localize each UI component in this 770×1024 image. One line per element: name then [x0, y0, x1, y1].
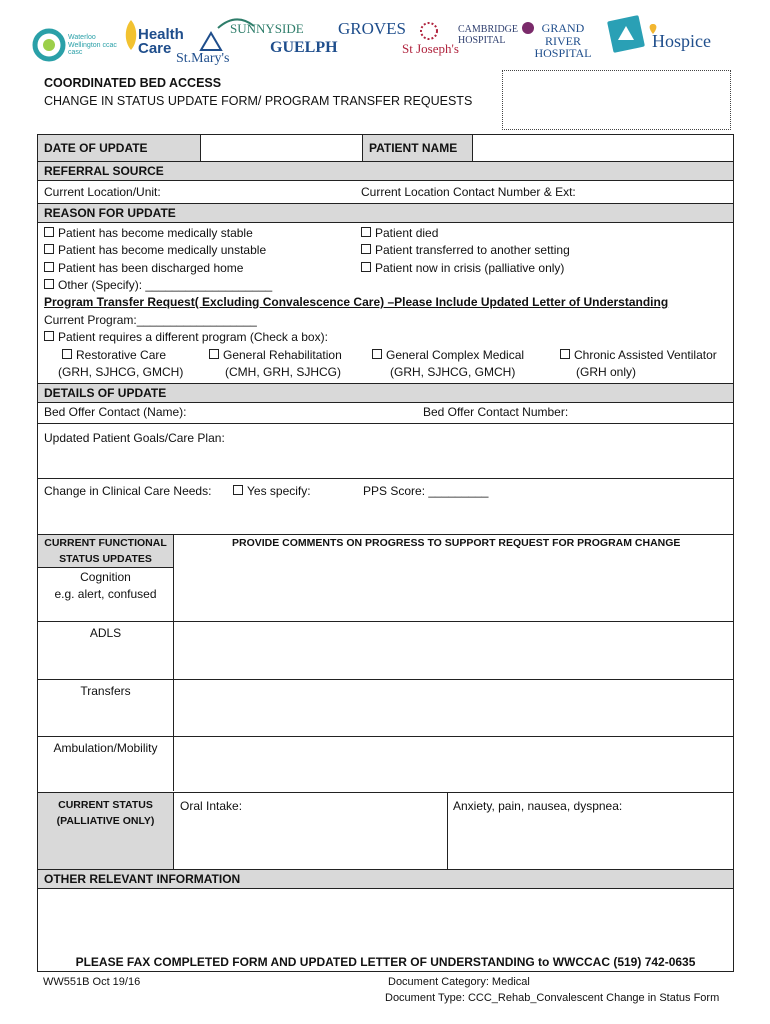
checkbox-icon[interactable] [44, 244, 54, 254]
checkbox-icon[interactable] [44, 279, 54, 289]
current-location-contact-label: Current Location Contact Number & Ext: [361, 185, 576, 199]
program-transfer-request-heading: Program Transfer Request( Excluding Convalescence Care) –Please Include Updated Letter of Understanding [44, 295, 669, 309]
transfers-label: Transfers [80, 684, 131, 698]
current-program-label: Current Program:__________________ [44, 313, 257, 327]
reason-for-update-heading: REASON FOR UPDATE [44, 206, 176, 220]
logo-text: CAMBRIDGE HOSPITAL [458, 24, 519, 46]
updated-goals-field[interactable] [38, 447, 733, 477]
current-status-line2: (PALLIATIVE ONLY) [56, 815, 155, 827]
reason-medically-unstable[interactable]: Patient has become medically unstable [44, 243, 266, 257]
date-of-update-field[interactable] [202, 136, 360, 160]
adls-comment-field[interactable] [175, 622, 733, 678]
reason-medically-stable[interactable]: Patient has become medically stable [44, 226, 253, 240]
status-update-form [37, 134, 734, 972]
fax-instructions: PLEASE FAX COMPLETED FORM AND UPDATED LETTER OF UNDERSTANDING to WWCCAC (519) 742-0635 [75, 955, 696, 969]
adls-label: ADLS [89, 626, 122, 640]
logo-text: GUELPH [270, 39, 338, 56]
patient-name-label: PATIENT NAME [369, 141, 458, 155]
checkbox-icon[interactable] [209, 349, 219, 359]
requires-different-program[interactable]: Patient requires a different program (Check a box): [44, 330, 328, 344]
other-relevant-info-heading: OTHER RELEVANT INFORMATION [44, 872, 241, 886]
program-chronic-assisted-ventilator[interactable]: Chronic Assisted Ventilator [560, 348, 717, 362]
current-location-label: Current Location/Unit: [44, 185, 161, 199]
functional-header-line2: STATUS UPDATES [59, 553, 152, 565]
program-general-rehabilitation[interactable]: General Rehabilitation [209, 348, 342, 362]
bed-offer-contact-label: Bed Offer Contact (Name): [44, 405, 187, 419]
form-code: WW551B Oct 19/16 [43, 976, 141, 988]
program-complex-medical-sites: (GRH, SJHCG, GMCH) [390, 365, 516, 379]
current-status-line1: CURRENT STATUS [58, 799, 153, 811]
other-info-field[interactable] [38, 889, 733, 951]
logo-text: St Joseph's [402, 41, 459, 56]
partner-logos-strip [30, 14, 742, 66]
comments-header: PROVIDE COMMENTS ON PROGRESS TO SUPPORT REQUEST FOR PROGRAM CHANGE [232, 537, 681, 549]
transfers-comment-field[interactable] [175, 680, 733, 735]
logo-text: GRAND RIVER HOSPITAL [534, 21, 592, 61]
logo-text: SUNNYSIDE [230, 21, 304, 36]
logo-text: GROVES [338, 19, 407, 38]
reason-transferred[interactable]: Patient transferred to another setting [361, 243, 570, 257]
patient-name-field[interactable] [474, 136, 732, 160]
checkbox-icon[interactable] [372, 349, 382, 359]
checkbox-icon[interactable] [44, 262, 54, 272]
form-subtitle: CHANGE IN STATUS UPDATE FORM/ PROGRAM TRANSFER REQUESTS [44, 94, 473, 108]
form-title: COORDINATED BED ACCESS [44, 76, 222, 90]
program-ventilator-sites: (GRH only) [576, 365, 637, 379]
checkbox-icon[interactable] [44, 331, 54, 341]
program-general-complex-medical[interactable]: General Complex Medical [372, 348, 524, 362]
reason-patient-died[interactable]: Patient died [361, 226, 438, 240]
cognition-comment-field[interactable] [175, 569, 733, 620]
patient-label-box[interactable] [502, 70, 731, 130]
date-of-update-label: DATE OF UPDATE [44, 141, 148, 155]
ambulation-comment-field[interactable] [175, 737, 733, 792]
document-type: Document Type: CCC_Rehab_Convalescent Change in Status Form [385, 992, 720, 1004]
updated-goals-label: Updated Patient Goals/Care Plan: [44, 431, 225, 445]
reason-crisis-palliative[interactable]: Patient now in crisis (palliative only) [361, 261, 564, 275]
checkbox-icon[interactable] [361, 262, 371, 272]
clinical-care-yes-specify[interactable]: Yes specify: [233, 484, 311, 498]
pps-score-label: PPS Score: _________ [363, 484, 489, 498]
clinical-care-change-label: Change in Clinical Care Needs: [44, 484, 212, 498]
checkbox-icon[interactable] [560, 349, 570, 359]
logo-text: Hospice [652, 31, 711, 51]
referral-source-heading: REFERRAL SOURCE [44, 164, 164, 178]
document-category: Document Category: Medical [388, 976, 530, 988]
ambulation-label: Ambulation/Mobility [53, 741, 158, 755]
checkbox-icon[interactable] [233, 485, 243, 495]
checkbox-icon[interactable] [62, 349, 72, 359]
anxiety-pain-label: Anxiety, pain, nausea, dyspnea: [453, 799, 623, 813]
details-of-update-heading: DETAILS OF UPDATE [44, 386, 167, 400]
cognition-example: e.g. alert, confused [54, 587, 157, 601]
checkbox-icon[interactable] [361, 227, 371, 237]
logo-text: Health Care [138, 26, 184, 58]
reason-discharged-home[interactable]: Patient has been discharged home [44, 261, 243, 275]
logo-text: Waterloo Wellington ccac casc [68, 34, 117, 57]
logo-text: St.Mary's [176, 51, 230, 66]
cognition-label: Cognition [80, 570, 131, 584]
reason-other-specify[interactable]: Other (Specify): ___________________ [44, 278, 272, 292]
program-restorative-sites: (GRH, SJHCG, GMCH) [58, 365, 184, 379]
checkbox-icon[interactable] [44, 227, 54, 237]
program-rehabilitation-sites: (CMH, GRH, SJHCG) [225, 365, 341, 379]
bed-offer-number-label: Bed Offer Contact Number: [423, 405, 569, 419]
oral-intake-label: Oral Intake: [180, 799, 243, 813]
program-restorative-care[interactable]: Restorative Care [62, 348, 166, 362]
checkbox-icon[interactable] [361, 244, 371, 254]
functional-header-line1: CURRENT FUNCTIONAL [44, 537, 167, 549]
